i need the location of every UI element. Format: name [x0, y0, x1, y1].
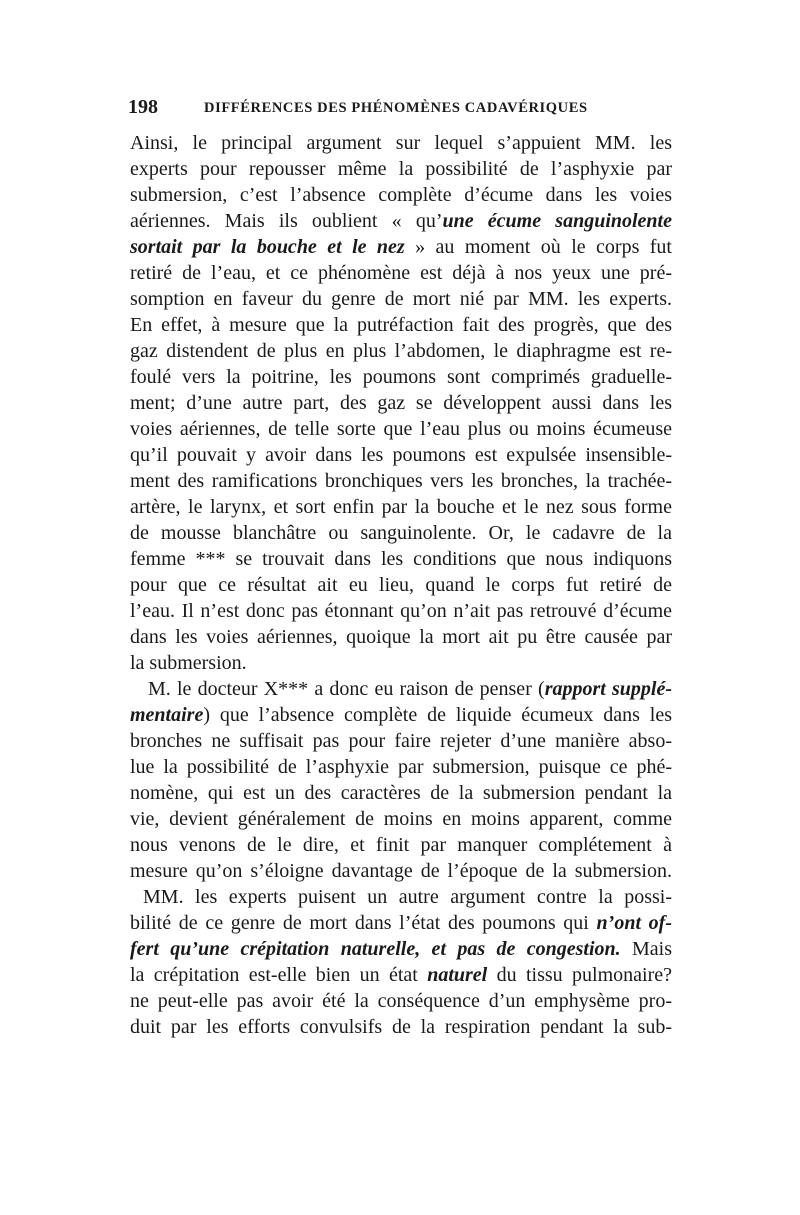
text-line — [130, 910, 672, 936]
text-segment: gaz distendent de plus en plus l’abdomen, le diaphragme est re- — [130, 340, 672, 362]
text-line — [130, 182, 672, 208]
text-line — [130, 286, 672, 312]
body-text — [130, 130, 672, 1040]
text-segment: En effet, à mesure que la putréfaction fait des progrès, que des — [130, 314, 672, 336]
italic-text: fert qu’une crépitation naturelle, et pas de congestion. — [130, 938, 621, 960]
text-segment: vie, devient généralement de moins en moins apparent, comme — [130, 808, 672, 830]
text-line — [130, 156, 672, 182]
text-segment: la submersion. — [130, 652, 247, 674]
text-line — [130, 208, 672, 234]
text-segment: experts pour repousser même la possibilité de l’asphyxie par — [130, 158, 672, 180]
text-line — [130, 962, 672, 988]
text-line — [130, 676, 672, 702]
italic-text: une écume sanguinolente — [442, 210, 672, 232]
text-line — [130, 520, 672, 546]
italic-text: n’ont of- — [596, 912, 672, 934]
text-segment: l’eau. Il n’est donc pas étonnant qu’on n’ait pas retrouvé d’écume — [130, 600, 672, 622]
text-line — [130, 806, 672, 832]
text-segment: bronches ne suffisait pas pour faire rejeter d’une manière abso- — [130, 730, 672, 752]
text-segment: voies aériennes, de telle sorte que l’eau plus ou moins écumeuse — [130, 418, 672, 440]
text-segment: pour que ce résultat ait eu lieu, quand le corps fut retiré de — [130, 574, 672, 596]
italic-text: naturel — [427, 964, 488, 986]
text-segment: » au moment où le corps fut — [404, 236, 672, 258]
text-segment: retiré de l’eau, et ce phénomène est déjà à nos yeux une pré- — [130, 262, 672, 284]
text-line — [130, 702, 672, 728]
text-segment: ment des ramifications bronchiques vers les bronches, la trachée- — [130, 470, 672, 492]
text-line — [130, 754, 672, 780]
text-segment: nomène, qui est un des caractères de la submersion pendant la — [130, 782, 672, 804]
text-segment: aériennes. Mais ils oublient « qu’ — [130, 210, 443, 232]
text-segment: Mais — [620, 938, 672, 960]
text-segment: du tissu pulmonaire? — [487, 964, 673, 986]
text-segment: dans les voies aériennes, quoique la mort ait pu être causée par — [130, 626, 672, 648]
text-segment: submersion, c’est l’absence complète d’écume dans les voies — [130, 184, 672, 206]
text-segment: de mousse blanchâtre ou sanguinolente. Or, le cadavre de la — [130, 522, 672, 544]
text-segment: mesure qu’on s’éloigne davantage de l’époque de la submersion. — [130, 860, 672, 882]
text-line — [130, 468, 672, 494]
text-segment: lue la possibilité de l’asphyxie par submersion, puisque ce phé- — [130, 756, 672, 778]
text-segment: nous venons de le dire, et finit par manquer complétement à — [130, 834, 672, 856]
text-segment: bilité de ce genre de mort dans l’état des poumons qui — [130, 912, 597, 934]
text-line — [130, 416, 672, 442]
text-segment: MM. les experts puisent un autre argument contre la possi- — [143, 886, 672, 908]
text-segment: ment; d’une autre part, des gaz se développent aussi dans les — [130, 392, 672, 414]
italic-text: mentaire — [130, 704, 204, 726]
text-line — [130, 442, 672, 468]
text-line — [130, 650, 672, 676]
text-line — [130, 130, 672, 156]
text-line — [130, 598, 672, 624]
text-line — [130, 546, 672, 572]
italic-text: sortait par la bouche et le nez — [130, 236, 405, 258]
page-header — [128, 96, 668, 120]
text-line — [130, 884, 672, 910]
text-line — [130, 780, 672, 806]
text-segment: femme *** se trouvait dans les conditions que nous indiquons — [130, 548, 672, 570]
text-line — [130, 390, 672, 416]
text-line — [130, 1014, 672, 1040]
text-line — [130, 494, 672, 520]
text-segment: somption en faveur du genre de mort nié par MM. les experts. — [130, 288, 672, 310]
text-segment: foulé vers la poitrine, les poumons sont comprimés graduelle- — [130, 366, 672, 388]
text-segment: qu’il pouvait y avoir dans les poumons est expulsée insensible- — [130, 444, 672, 466]
text-line — [130, 338, 672, 364]
page-number: 198 — [128, 96, 158, 118]
text-line — [130, 260, 672, 286]
text-segment: duit par les efforts convulsifs de la respiration pendant la sub- — [130, 1016, 672, 1038]
text-segment: ne peut-elle pas avoir été la conséquence d’un emphysème pro- — [130, 990, 672, 1012]
text-line — [130, 234, 672, 260]
text-line — [130, 728, 672, 754]
running-title: DIFFÉRENCES DES PHÉNOMÈNES CADAVÉRIQUES — [204, 100, 588, 116]
text-segment: la crépitation est-elle bien un état — [130, 964, 428, 986]
text-line — [130, 312, 672, 338]
text-line — [130, 572, 672, 598]
text-line — [130, 832, 672, 858]
text-segment: artère, le larynx, et sort enfin par la bouche et le nez sous forme — [130, 496, 672, 518]
text-line — [130, 858, 672, 884]
text-line — [130, 988, 672, 1014]
text-segment: M. le docteur X*** a donc eu raison de penser ( — [148, 678, 545, 700]
text-segment: ) que l’absence complète de liquide écumeux dans les — [203, 704, 672, 726]
italic-text: rapport supplé- — [544, 678, 673, 700]
text-line — [130, 364, 672, 390]
text-line — [130, 936, 672, 962]
text-line — [130, 624, 672, 650]
text-segment: Ainsi, le principal argument sur lequel s’appuient MM. les — [130, 132, 672, 154]
